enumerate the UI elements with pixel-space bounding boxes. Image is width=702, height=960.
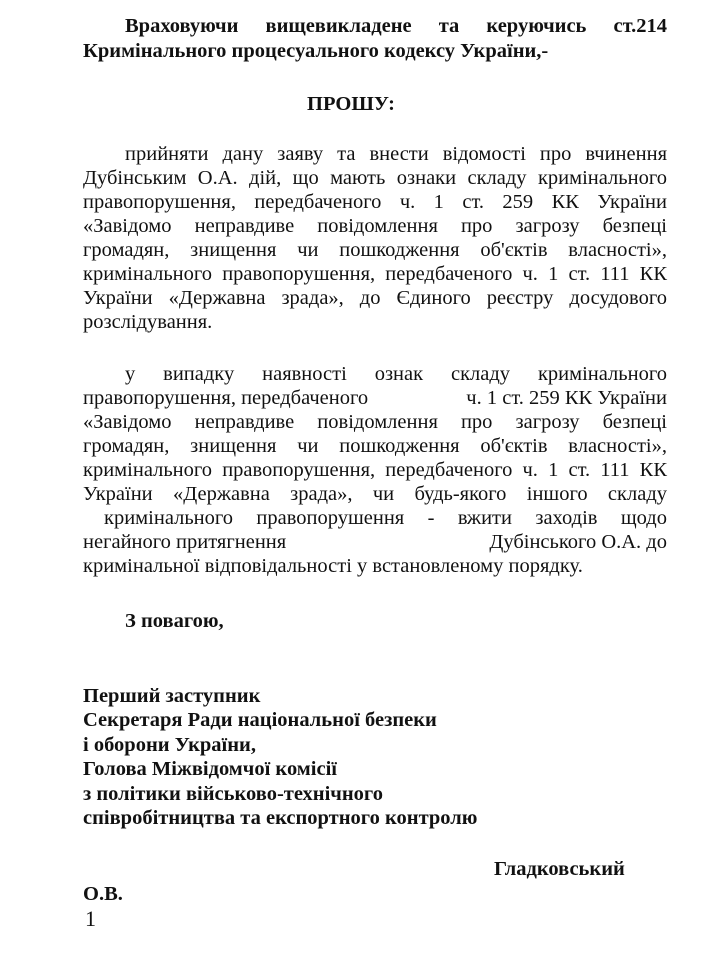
p1-line-3: правопорушення, передбаченого ч. 1 ст. 259 КК України (83, 191, 667, 213)
p2-line-5: кримінального правопорушення, передбаченого ч. 1 ст. 111 КК (83, 459, 667, 481)
signature-title-line-1: Перший заступник (83, 685, 261, 707)
p2-line-8a: негайного притягнення (83, 531, 287, 553)
p1-line-7: України «Державна зрада», до Єдиного реєстру досудового (83, 287, 667, 309)
p1-line-8: розслідування. (83, 311, 213, 333)
p1-line-1: прийняти дану заяву та внести відомості про вчинення (125, 143, 667, 165)
p1-line-4: «Завідомо неправдиве повідомлення про загрозу безпеці (83, 215, 667, 237)
signature-title-line-6: співробітництва та експортного контролю (83, 807, 478, 829)
p2-line-2b: ч. 1 ст. 259 КК України (466, 387, 667, 409)
p2-line-9: кримінальної відповідальності у встановленому порядку. (83, 555, 583, 577)
signature-title-line-4: Голова Міжвідомчої комісії (83, 758, 337, 780)
closing: З повагою, (125, 610, 224, 632)
p2-line-6: України «Державна зрада», чи будь-якого іншого складу (83, 483, 667, 505)
signature-initials: О.В. (83, 883, 123, 905)
p2-line-7: кримінального правопорушення - вжити заходів щодо (104, 507, 667, 529)
request-heading: ПРОШУ: (307, 93, 395, 115)
p2-line-8b: Дубінського О.А. до (489, 531, 667, 553)
intro-line-2: Кримінального процесуального кодексу України,- (83, 40, 549, 62)
p2-line-1: у випадку наявності ознак складу кримінального (125, 363, 667, 385)
p1-line-6: кримінального правопорушення, передбаченого ч. 1 ст. 111 КК (83, 263, 667, 285)
signature-title-line-3: і оборони України, (83, 734, 256, 756)
signature-title-line-5: з політики військово-технічного (83, 783, 383, 805)
p1-line-2: Дубінським О.А. дій, що мають ознаки складу кримінального (83, 167, 667, 189)
page-number: 1 (85, 906, 96, 931)
p2-line-3: «Завідомо неправдиве повідомлення про загрозу безпеці (83, 411, 667, 433)
p1-line-5: громадян, знищення чи пошкодження об'єктів власності», (83, 239, 667, 261)
p2-line-2a: правопорушення, передбаченого (83, 387, 369, 409)
signature-surname: Гладковський (494, 858, 625, 880)
p2-line-4: громадян, знищення чи пошкодження об'єктів власності», (83, 435, 667, 457)
signature-title-line-2: Секретаря Ради національної безпеки (83, 709, 437, 731)
intro-line-1: Враховуючи вищевикладене та керуючись ст.214 (125, 15, 667, 37)
